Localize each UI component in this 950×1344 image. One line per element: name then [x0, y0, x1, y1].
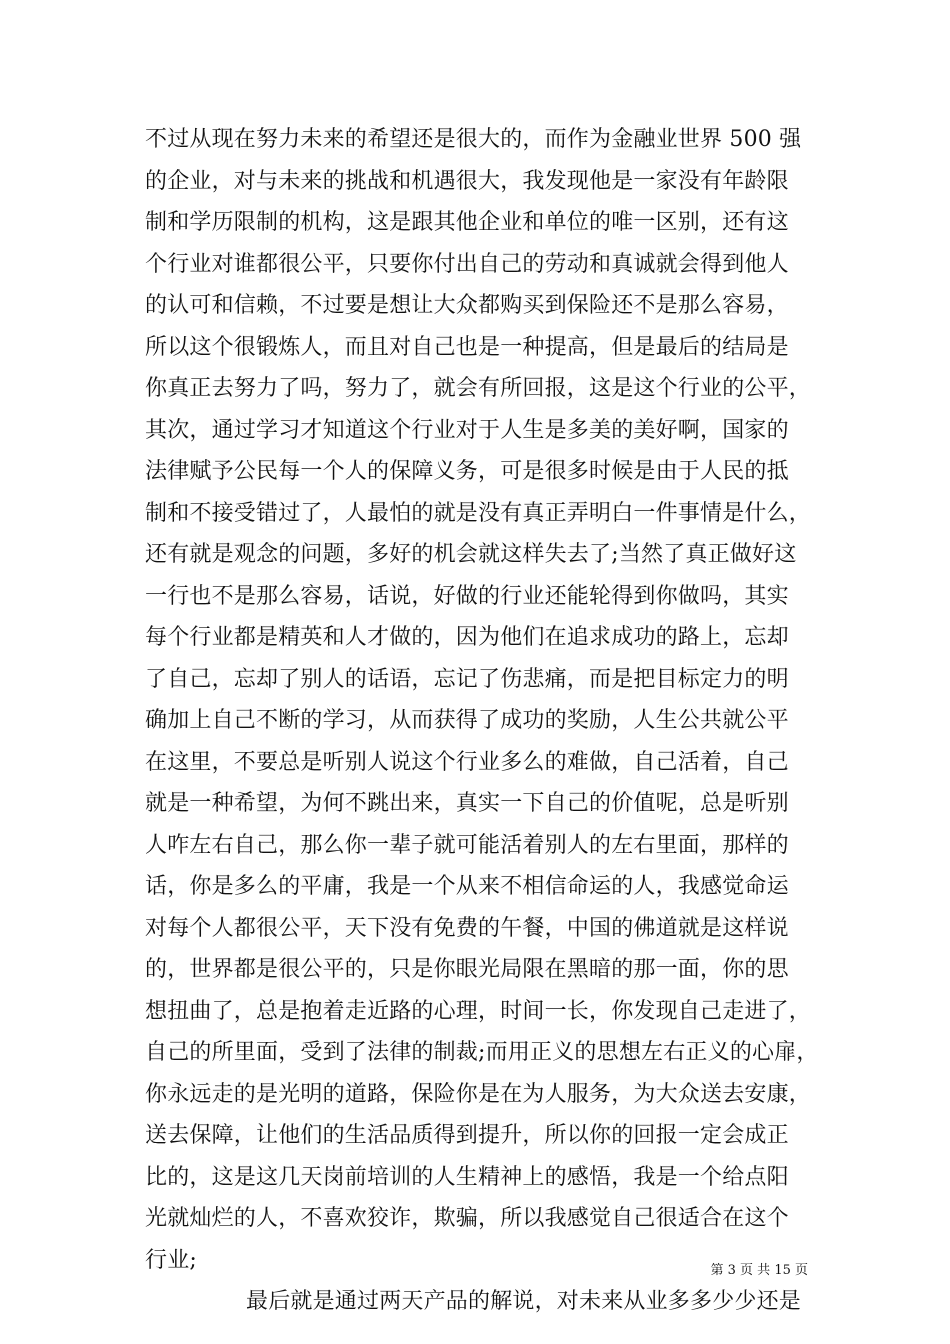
- text-line: 了自己，忘却了别人的话语，忘记了伤悲痛，而是把目标定力的明: [145, 666, 789, 692]
- text-line: 自己的所里面，受到了法律的制裁;而用正义的思想左右正义的心扉，: [145, 1040, 819, 1065]
- text-line: 比的，这是这几天岗前培训的人生精神上的感悟，我是一个给点阳: [145, 1164, 789, 1190]
- body-text: [145, 119, 819, 1323]
- text-line: 每个行业都是精英和人才做的，因为他们在追求成功的路上，忘却: [145, 625, 789, 650]
- text-line: 确加上自己不断的学习，从而获得了成功的奖励，人生公共就公平: [145, 708, 789, 733]
- text-line: 行业;: [145, 1247, 198, 1273]
- text-line: 制和不接受错过了，人最怕的就是没有真正弄明白一件事情是什么，: [145, 500, 812, 526]
- text-line: 光就灿烂的人，不喜欢狡诈，欺骗，所以我感觉自己很适合在这个: [145, 1206, 789, 1231]
- page-number-footer: 第 3 页 共 15 页: [710, 1263, 808, 1278]
- text-line: 其次，通过学习才知道这个行业对于人生是多美的美好啊，国家的: [145, 417, 789, 443]
- text-line: 的，世界都是很公平的，只是你眼光局限在黑暗的那一面，你的思: [145, 957, 789, 982]
- text-line: 人咋左右自己，那么你一辈子就可能活着别人的左右里面，那样的: [145, 832, 789, 858]
- text-line: 法律赋予公民每一个人的保障义务，可是很多时候是由于人民的抵: [145, 459, 789, 484]
- text-line: 一行也不是那么容易，话说，好做的行业还能轮得到你做吗，其实: [145, 583, 789, 609]
- text-line: 还有就是观念的问题，多好的机会就这样失去了;当然了真正做好这: [145, 542, 797, 567]
- text-line: 制和学历限制的机构，这是跟其他企业和单位的唯一区别，还有这: [145, 210, 789, 235]
- text-line: 的企业，对与未来的挑战和机遇很大，我发现他是一家没有年龄限: [145, 168, 789, 194]
- text-line: 的认可和信赖，不过要是想让大众都购买到保险还不是那么容易，: [145, 293, 789, 318]
- text-line: 在这里，不要总是听别人说这个行业多么的难做，自己活着，自己: [145, 749, 789, 775]
- text-line: 就是一种希望，为何不跳出来，真实一下自己的价值呢，总是听别: [145, 791, 789, 816]
- text-line: 你真正去努力了吗，努力了，就会有所回报，这是这个行业的公平，: [145, 376, 812, 401]
- paragraph-start-line: 最后就是通过两天产品的解说，对未来从业多多少少还是: [246, 1289, 802, 1314]
- text-line: 你永远走的是光明的道路，保险你是在为人服务，为大众送去安康，: [145, 1081, 812, 1107]
- text-line: 不过从现在努力未来的希望还是很大的，而作为金融业世界 500 强: [145, 127, 802, 152]
- text-line: 所以这个很锻炼人，而且对自己也是一种提高，但是最后的结局是: [145, 334, 789, 360]
- text-line: 个行业对谁都很公平，只要你付出自己的劳动和真诚就会得到他人: [145, 251, 789, 277]
- text-line: 对每个人都很公平，天下没有免费的午餐，中国的佛道就是这样说: [145, 915, 789, 941]
- text-line: 送去保障，让他们的生活品质得到提升，所以你的回报一定会成正: [145, 1123, 789, 1148]
- text-line: 话，你是多么的平庸，我是一个从来不相信命运的人，我感觉命运: [145, 874, 789, 899]
- text-line: 想扭曲了，总是抱着走近路的心理，时间一长，你发现自己走进了，: [145, 998, 812, 1024]
